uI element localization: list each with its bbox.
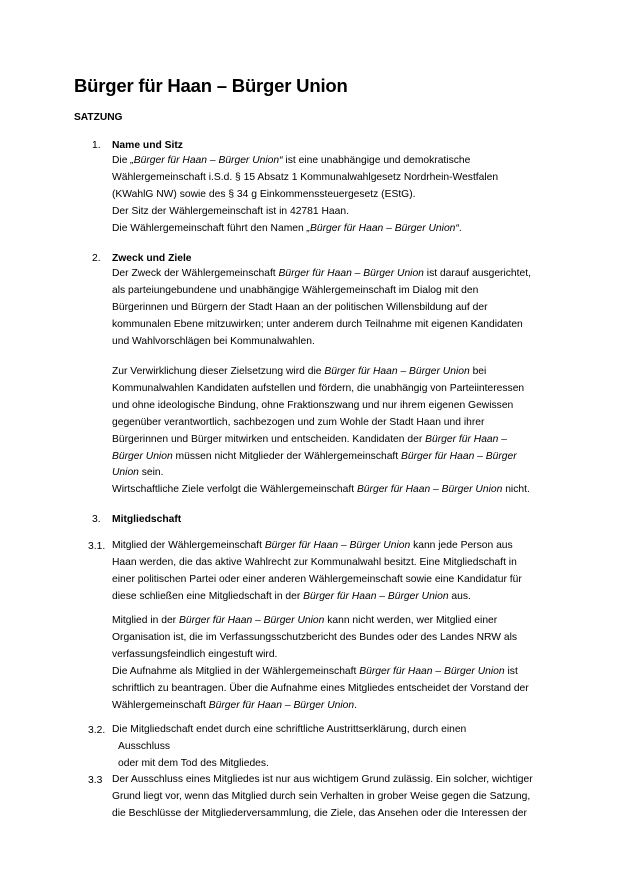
text-segment: Wählergemeinschaft [112, 699, 209, 711]
text-line [112, 789, 562, 806]
text-line [112, 572, 562, 589]
text-segment: Die Mitgliedschaft endet durch eine schriftliche Austrittserklärung, durch einen [112, 724, 467, 735]
section-3-number: 3. [92, 514, 101, 525]
text-segment: oder mit dem Tod des Mitgliedes. [118, 757, 269, 769]
text-line [112, 221, 562, 238]
italic-name: Bürger für Haan – Bürger Union [278, 268, 424, 279]
italic-name: Bürger für Haan – Bürger Union [208, 699, 355, 711]
section-3-2-number: 3.2. [88, 725, 106, 736]
text-segment: ist eine unabhängige und demokratische [282, 155, 471, 166]
italic-name: Bürger Union [112, 450, 173, 462]
document-subtitle: SATZUNG [74, 112, 123, 123]
section-3-3-number: 3.3 [88, 775, 103, 786]
text-line [112, 465, 562, 482]
text-line [112, 664, 562, 681]
text-segment: und ohne ideologische Bindung, ohne Fraktionszwang und nur ihrem eigenen Gewissen [112, 399, 514, 411]
text-line [112, 647, 562, 664]
text-segment: Der Ausschluss eines Mitgliedes ist nur aus wichtigem Grund zulässig. Ein solcher, wichtiger [112, 774, 533, 785]
text-segment: (KWahlG NW) sowie des § 34 g Einkommenssteuergesetz (EStG). [112, 188, 416, 200]
text-line [112, 589, 562, 606]
text-segment: . [354, 699, 357, 711]
document-title: Bürger für Haan – Bürger Union [74, 75, 348, 96]
text-segment: Ausschluss [118, 740, 171, 752]
text-segment: schriftlich zu beantragen. Über die Aufnahme eines Mitgliedes entscheidet der Vorstand der [112, 682, 529, 694]
section-1-number: 1. [92, 140, 101, 151]
text-segment: ist [504, 665, 518, 677]
section-2-number: 2. [92, 253, 101, 264]
text-line [112, 555, 562, 572]
section-2-heading: Zweck und Ziele [112, 253, 192, 264]
section-3-2-body [112, 722, 562, 773]
italic-name: Bürger für Haan – Bürger Union [359, 665, 505, 677]
text-line [112, 283, 562, 300]
text-line [112, 381, 562, 398]
text-line [112, 398, 562, 415]
text-segment: verfassungsfeindlich eingestuft wird. [112, 648, 278, 660]
text-line [112, 432, 562, 449]
text-segment: kann jede Person aus [410, 540, 513, 551]
text-segment: Organisation ist, die im Verfassungsschutzbericht des Bundes oder des Landes NRW als [112, 631, 518, 643]
italic-name: „Bürger für Haan – Bürger Union“ [306, 222, 459, 234]
text-segment: nicht. [502, 484, 530, 496]
italic-name: „Bürger für Haan – Bürger Union“ [130, 155, 283, 166]
text-segment: Mitglied der Wählergemeinschaft [112, 540, 265, 551]
text-segment: Die [112, 155, 131, 166]
text-segment: Die Aufnahme als Mitglied in der Wählergemeinschaft [112, 665, 360, 677]
text-segment: bei [469, 366, 487, 377]
italic-name: Bürger für Haan – Bürger [401, 450, 517, 462]
text-segment: Der Zweck der Wählergemeinschaft [112, 268, 279, 279]
italic-name: Bürger für Haan – Bürger Union [303, 590, 449, 602]
text-segment: und Wahlvorschlägen bei Kommunalwahlen. [112, 335, 315, 347]
text-line [112, 698, 562, 715]
text-segment: diese schließen eine Mitgliedschaft in der [112, 590, 304, 602]
text-segment: ist darauf ausgerichtet, [423, 268, 531, 279]
text-segment: Bürgerinnen und Bürgern der Stadt Haan an der politischen Willensbildung auf der [112, 301, 488, 313]
text-segment: müssen nicht Mitglieder der Wählergemeinschaft [172, 450, 402, 462]
text-line [112, 415, 562, 432]
text-line [112, 204, 562, 221]
text-segment: Kommunalwahlen Kandidaten aufstellen und fördern, die unabhängig von Parteiinteressen [112, 382, 525, 394]
text-line [112, 739, 562, 756]
italic-name: Bürger für Haan – [425, 433, 507, 445]
section-3-1-paragraph-2 [112, 613, 562, 714]
section-1-heading: Name und Sitz [112, 140, 183, 151]
text-segment: . [458, 222, 462, 234]
text-segment: kommunalen Ebene mitzuwirken; unter anderem durch Teilnahme mit eigenen Kandidaten [112, 318, 523, 330]
italic-name: Bürger für Haan – Bürger Union [356, 484, 503, 496]
text-segment: einer politischen Partei oder einer anderen Wählergemeinschaft sowie eine Kandidatur für [112, 573, 522, 585]
section-3-1-number: 3.1. [88, 541, 106, 552]
text-line [112, 317, 562, 334]
text-line [112, 613, 562, 630]
text-segment: Der Sitz der Wählergemeinschaft ist in 42781 Haan. [112, 205, 349, 217]
text-line [112, 300, 562, 317]
text-segment: Mitglied in der [112, 615, 179, 626]
section-3-3-body [112, 772, 562, 823]
text-segment: Bürgerinnen und Bürger mitwirken und entscheiden. Kandidaten der [112, 433, 426, 445]
text-segment: die Beschlüsse der Mitgliederversammlung, die Ziele, das Ansehen oder die Interessen der [112, 807, 527, 819]
text-line [112, 364, 562, 381]
text-segment: Grund liegt vor, wenn das Mitglied durch sein Verhalten in grober Weise gegen die Satzung, [112, 790, 531, 802]
section-3-1-paragraph-1 [112, 538, 562, 606]
text-line [112, 806, 562, 823]
text-line [112, 772, 562, 789]
text-segment: Wirtschaftliche Ziele verfolgt die Wählergemeinschaft [112, 484, 357, 496]
italic-name: Bürger für Haan – Bürger Union [178, 615, 325, 626]
text-line [112, 449, 562, 466]
text-segment: Haan werden, die das aktive Wahlrecht zur Kommunalwahl besitzt. Eine Mitgliedschaft in [112, 556, 517, 568]
text-segment: als parteiungebundene und unabhängige Wählergemeinschaft im Dialog mit den [112, 284, 479, 296]
text-line [112, 630, 562, 647]
text-segment: Zur Verwirklichung dieser Zielsetzung wird die [112, 366, 325, 377]
text-line [112, 756, 562, 773]
text-line [112, 187, 562, 204]
text-line [112, 153, 562, 170]
text-line [112, 538, 562, 555]
italic-name: Bürger für Haan – Bürger Union [324, 366, 470, 377]
text-segment: Wählergemeinschaft i.S.d. § 15 Absatz 1 Kommunalwahlgesetz Nordrhein-Westfalen [112, 171, 499, 183]
text-segment: gegenüber verantwortlich, sachbezogen und zum Wohle der Stadt Haan und ihrer [112, 416, 485, 428]
section-3-heading: Mitgliedschaft [112, 514, 182, 525]
section-2-paragraph-2 [112, 364, 562, 499]
section-1-body [112, 153, 562, 238]
italic-name: Bürger für Haan – Bürger Union [264, 540, 411, 551]
text-segment: Die Wählergemeinschaft führt den Namen [112, 222, 307, 234]
text-line [112, 266, 562, 283]
text-segment: sein. [138, 467, 164, 479]
text-line [112, 681, 562, 698]
italic-name: Union [112, 467, 139, 479]
text-line [112, 482, 562, 499]
text-line [112, 334, 562, 351]
text-segment: aus. [448, 590, 471, 602]
section-2-paragraph-1 [112, 266, 562, 351]
text-line [112, 722, 562, 739]
text-segment: kann nicht werden, wer Mitglied einer [324, 615, 498, 626]
text-line [112, 170, 562, 187]
